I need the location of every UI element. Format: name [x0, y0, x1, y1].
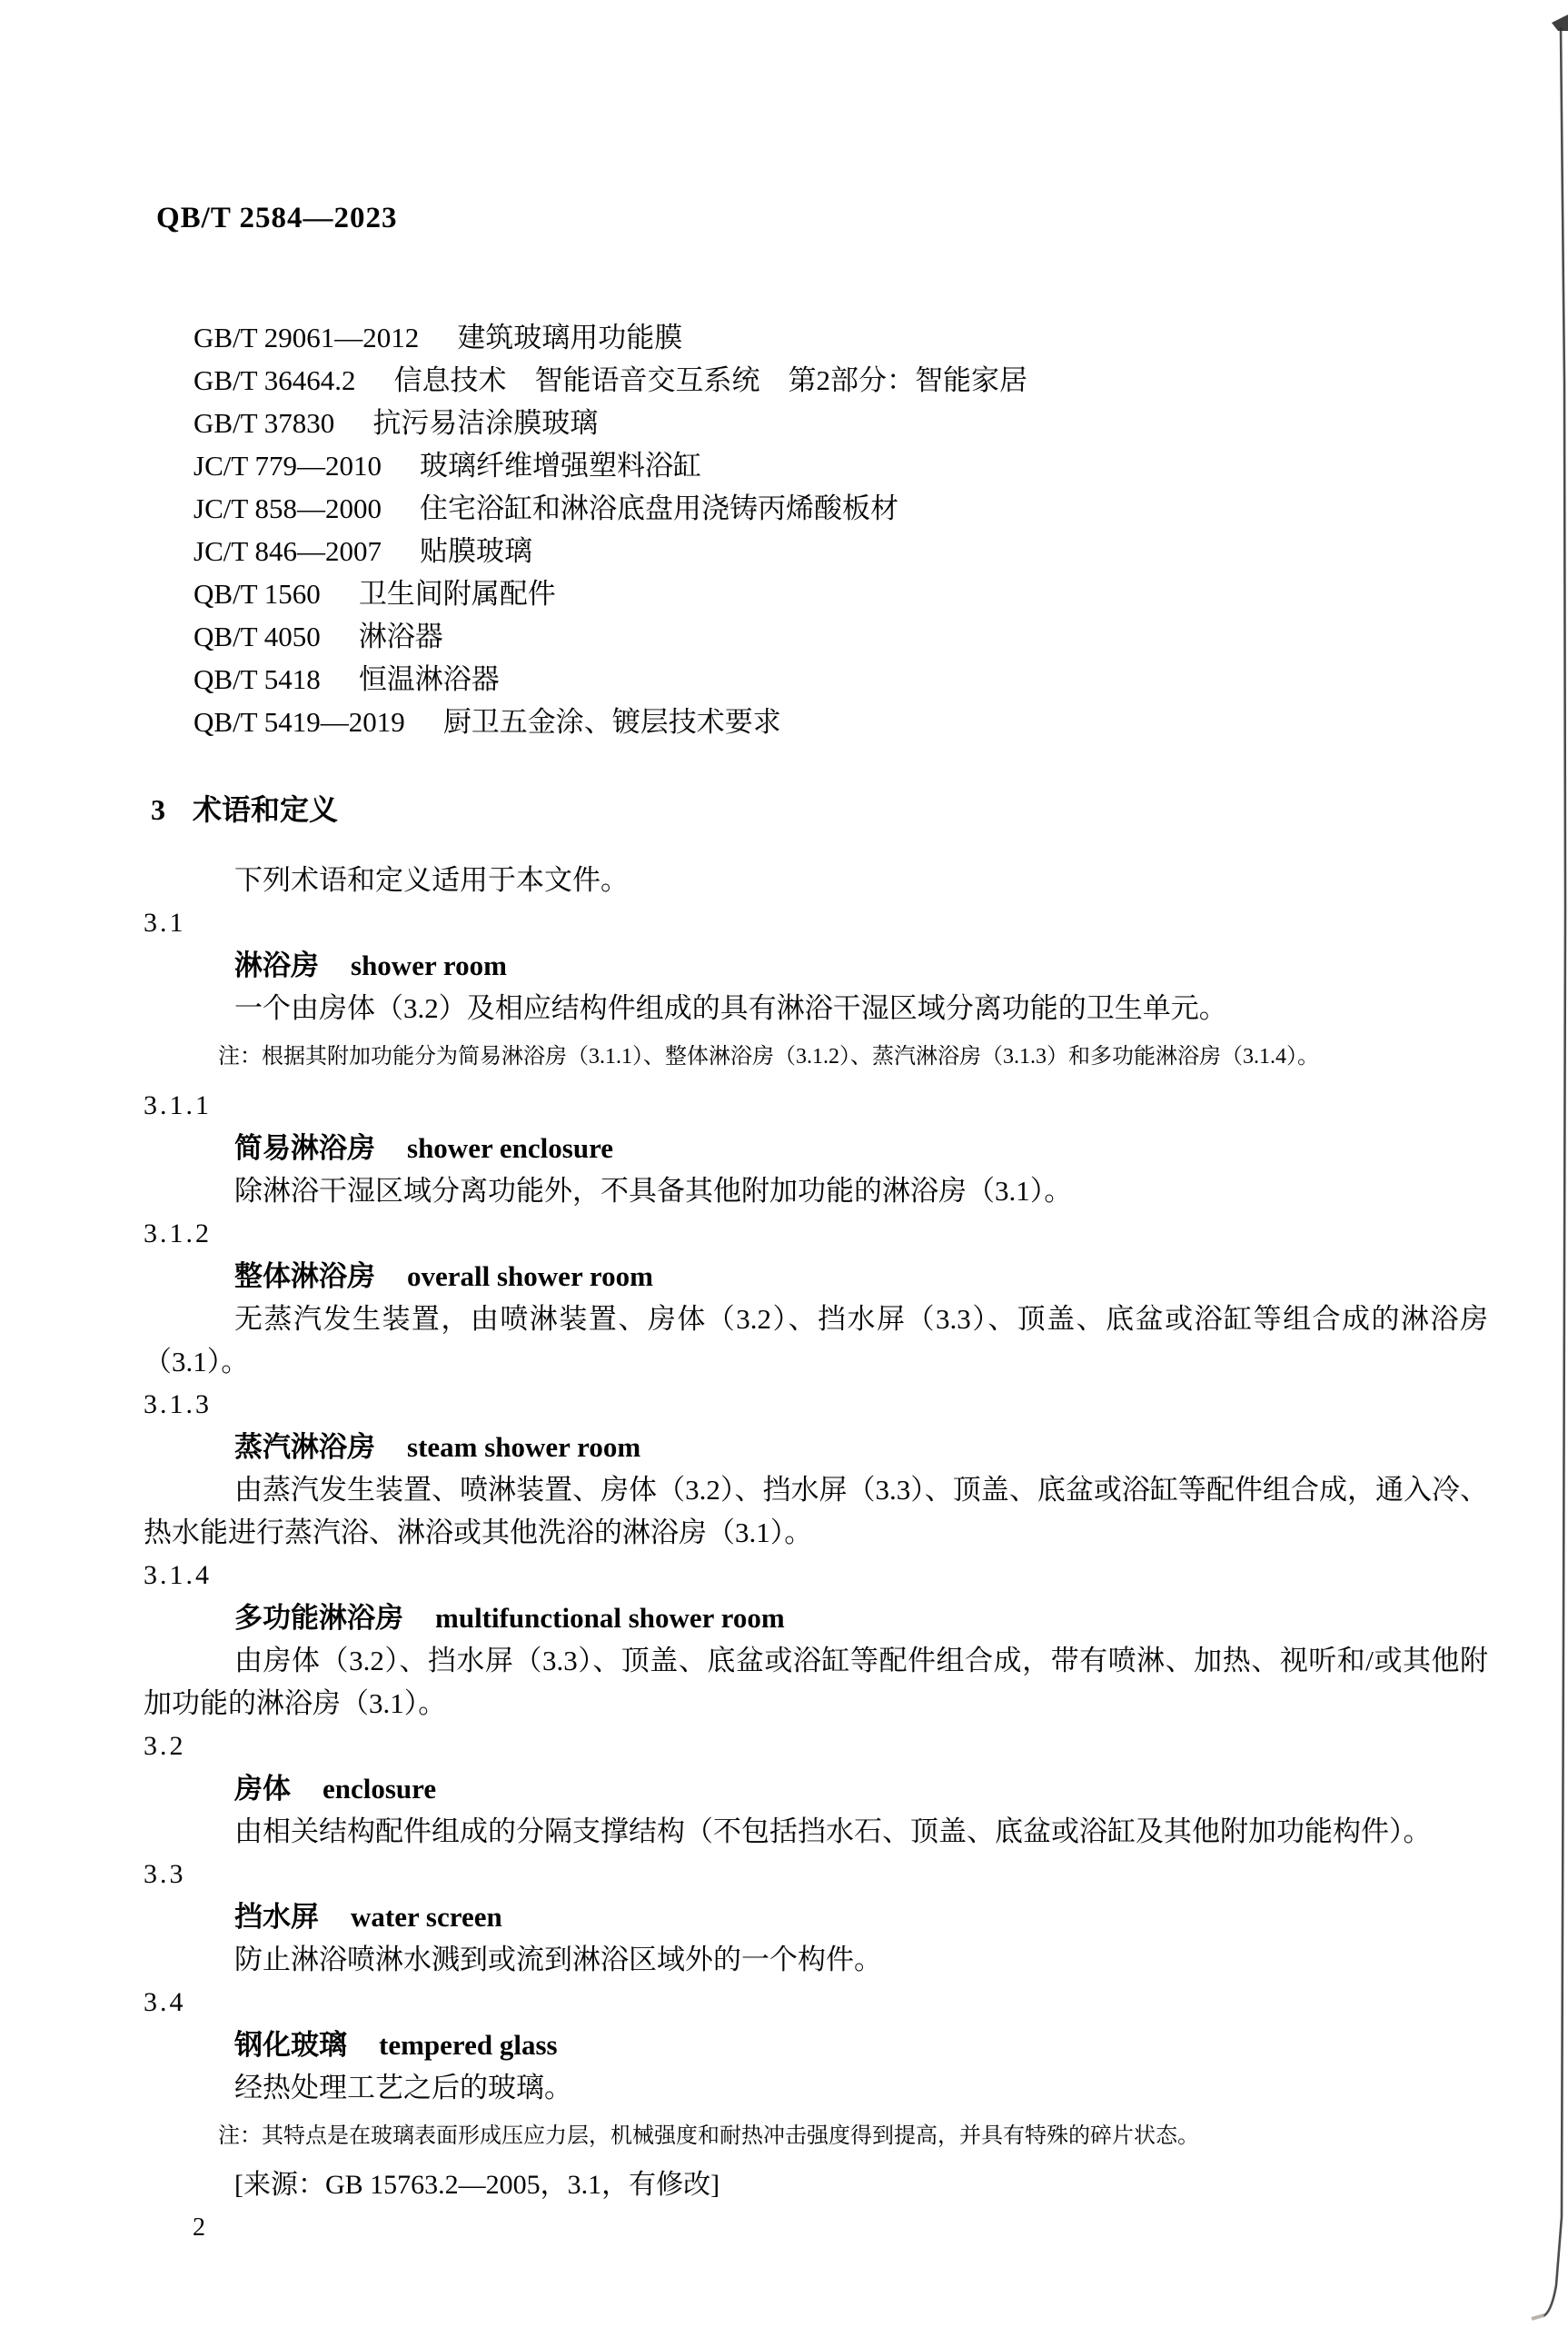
- section-number: 3: [151, 793, 165, 826]
- term-definition: 由蒸汽发生装置、喷淋装置、房体（3.2）、挡水屏（3.3）、顶盖、底盆或浴缸等配件组合成，通入冷、热水能进行蒸汽浴、淋浴或其他洗浴的淋浴房（3.1）。: [144, 1474, 1488, 1548]
- reference-title: 抗污易洁涂膜玻璃: [372, 407, 599, 439]
- term-entry: [144, 1212, 1488, 1383]
- term-source: [来源：GB 15763.2—2005，3.1，有修改]: [234, 2170, 720, 2200]
- reference-title: 卫生间附属配件: [358, 578, 556, 610]
- term-name-en: enclosure: [323, 1773, 437, 1805]
- term-number: 3.1.3: [144, 1389, 212, 1419]
- reference-code: QB/T 1560: [194, 578, 321, 610]
- term-heading: [234, 1596, 1488, 1639]
- reference-title: 厨卫五金涂、镀层技术要求: [442, 706, 781, 738]
- term-definition: 防止淋浴喷淋水溅到或流到淋浴区域外的一个构件。: [234, 1944, 882, 1975]
- term-entry: [144, 1725, 1488, 1853]
- term-name-zh: 整体淋浴房: [234, 1260, 375, 1292]
- reference-code: GB/T 29061—2012: [194, 322, 420, 353]
- reference-code: GB/T 37830: [194, 407, 335, 439]
- term-entry: [144, 1383, 1488, 1554]
- term-name-en: multifunctional shower room: [435, 1602, 785, 1634]
- term-heading: [234, 1426, 1488, 1468]
- term-entry: [144, 1853, 1488, 1981]
- term-number: 3.4: [144, 1987, 186, 2017]
- term-definition: 一个由房体（3.2）及相应结构件组成的具有淋浴干湿区域分离功能的卫生单元。: [234, 992, 1227, 1024]
- term-heading: [234, 1895, 1488, 1938]
- term-entry: [144, 1084, 1488, 1212]
- section-heading: [151, 789, 1488, 831]
- reference-title: 建筑玻璃用功能膜: [457, 322, 683, 353]
- term-heading: [234, 1127, 1488, 1169]
- term-definition: 经热处理工艺之后的玻璃。: [234, 2072, 572, 2103]
- term-name-en: overall shower room: [407, 1260, 653, 1292]
- reference-code: QB/T 5418: [194, 663, 321, 695]
- term-entry: [144, 901, 1488, 1077]
- reference-code: QB/T 5419—2019: [194, 706, 405, 738]
- reference-item: [194, 359, 1488, 402]
- section-title: 术语和定义: [193, 793, 339, 826]
- term-heading: [234, 2024, 1488, 2066]
- term-name-zh: 挡水屏: [234, 1901, 319, 1933]
- term-name-zh: 简易淋浴房: [234, 1132, 375, 1164]
- term-note: 注：其特点是在玻璃表面形成压应力层，机械强度和耐热冲击强度得到提高，并具有特殊的碎片状态。: [218, 2124, 1199, 2148]
- reference-code: JC/T 858—2000: [194, 492, 382, 524]
- reference-item: [194, 572, 1488, 615]
- term-name-zh: 钢化玻璃: [234, 2029, 347, 2061]
- term-name-zh: 多功能淋浴房: [234, 1602, 403, 1634]
- term-definition: 无蒸汽发生装置，由喷淋装置、房体（3.2）、挡水屏（3.3）、顶盖、底盆或浴缸等组合成的淋浴房（3.1）。: [144, 1303, 1488, 1377]
- term-name-zh: 淋浴房: [234, 950, 319, 981]
- term-number: 3.1: [144, 908, 186, 938]
- section-intro: 下列术语和定义适用于本文件。: [234, 864, 629, 896]
- standard-number-header: QB/T 2584—2023: [156, 202, 398, 234]
- term-definition: 由房体（3.2）、挡水屏（3.3）、顶盖、底盆或浴缸等配件组合成，带有喷淋、加热、视听和/或其他附加功能的淋浴房（3.1）。: [144, 1645, 1488, 1719]
- reference-item: [194, 402, 1488, 444]
- term-number: 3.3: [144, 1859, 186, 1889]
- reference-code: JC/T 846—2007: [194, 535, 382, 567]
- term-entry: [144, 1554, 1488, 1725]
- term-definition: 除淋浴干湿区域分离功能外，不具备其他附加功能的淋浴房（3.1）。: [234, 1175, 1073, 1207]
- reference-item: [194, 487, 1488, 530]
- term-name-en: steam shower room: [407, 1431, 641, 1463]
- term-number: 3.2: [144, 1731, 186, 1761]
- reference-title: 淋浴器: [358, 621, 443, 652]
- term-number: 3.1.2: [144, 1218, 212, 1248]
- reference-title: 信息技术 智能语音交互系统 第2部分：智能家居: [393, 364, 1028, 396]
- term-number: 3.1.4: [144, 1560, 212, 1590]
- reference-item: [194, 658, 1488, 701]
- reference-title: 恒温淋浴器: [358, 663, 500, 695]
- normative-references-list: [194, 316, 1488, 743]
- term-definition: 由相关结构配件组成的分隔支撑结构（不包括挡水石、顶盖、底盆或浴缸及其他附加功能构件）。: [234, 1815, 1432, 1847]
- reference-code: QB/T 4050: [194, 621, 321, 652]
- reference-item: [194, 701, 1488, 743]
- term-note: 注：根据其附加功能分为简易淋浴房（3.1.1）、整体淋浴房（3.1.2）、蒸汽淋浴房（3.1.3）和多功能淋浴房（3.1.4）。: [218, 1045, 1319, 1069]
- reference-code: GB/T 36464.2: [194, 364, 356, 396]
- reference-item: [194, 615, 1488, 658]
- reference-item: [194, 530, 1488, 572]
- term-heading: [234, 1255, 1488, 1298]
- reference-title: 住宅浴缸和淋浴底盘用浇铸丙烯酸板材: [419, 492, 898, 524]
- term-name-en: tempered glass: [379, 2029, 558, 2061]
- term-entry: [144, 1981, 1488, 2206]
- term-name-en: shower room: [351, 950, 507, 981]
- term-heading: [234, 944, 1488, 987]
- term-name-zh: 蒸汽淋浴房: [234, 1431, 375, 1463]
- term-name-en: shower enclosure: [407, 1132, 614, 1164]
- term-number: 3.1.1: [144, 1090, 212, 1120]
- terms-and-definitions-list: [144, 901, 1488, 2206]
- reference-title: 玻璃纤维增强塑料浴缸: [419, 450, 701, 482]
- term-heading: [234, 1767, 1488, 1810]
- reference-item: [194, 316, 1488, 359]
- reference-title: 贴膜玻璃: [419, 535, 532, 567]
- reference-code: JC/T 779—2010: [194, 450, 382, 482]
- page-number: 2: [193, 2213, 205, 2242]
- term-name-en: water screen: [351, 1901, 502, 1933]
- term-name-zh: 房体: [234, 1773, 291, 1805]
- reference-item: [194, 444, 1488, 487]
